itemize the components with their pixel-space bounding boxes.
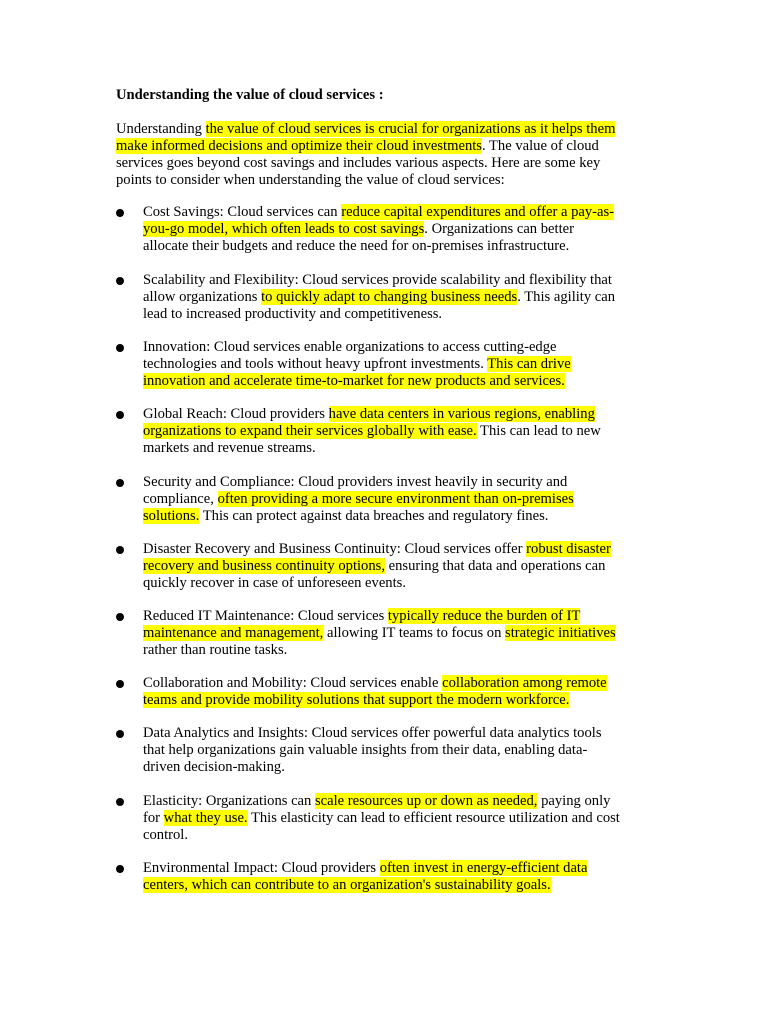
- bullet-icon: [116, 411, 124, 419]
- text-run: rather than routine tasks.: [143, 642, 288, 658]
- text-line: [143, 491, 574, 508]
- list-item: [143, 541, 611, 592]
- highlighted-text: organizations to expand their services globally with ease.: [143, 423, 477, 439]
- bullet-icon: [116, 865, 124, 873]
- text-line: [143, 625, 616, 642]
- text-line: [143, 508, 574, 525]
- list-item: [143, 608, 616, 659]
- text-line: [143, 238, 614, 255]
- text-run: Disaster Recovery and Business Continuity: Cloud services offer: [143, 541, 527, 557]
- highlighted-text: make informed decisions and optimize their cloud investments: [116, 138, 482, 154]
- text-run: . The value of cloud: [481, 138, 599, 154]
- highlighted-text: scale resources up or down as needed,: [314, 793, 538, 809]
- text-run: ensuring that data and operations can: [384, 558, 606, 574]
- text-line: [116, 172, 615, 189]
- text-run: markets and revenue streams.: [143, 440, 316, 456]
- text-line: [143, 725, 602, 742]
- text-run: This elasticity can lead to efficient resource utilization and cost: [247, 810, 620, 826]
- text-run: . Organizations can better: [424, 221, 574, 237]
- highlighted-text: to quickly adapt to changing business needs: [261, 289, 518, 305]
- text-line: [143, 877, 587, 894]
- text-line: [143, 272, 615, 289]
- text-run: control.: [143, 827, 188, 843]
- text-line: [143, 575, 611, 592]
- document-title: Understanding the value of cloud services :: [116, 87, 384, 103]
- bullet-icon: [116, 344, 124, 352]
- text-line: [143, 558, 611, 575]
- highlighted-text: This can drive: [487, 356, 571, 372]
- text-run: This can protect against data breaches and regulatory fines.: [199, 508, 549, 524]
- highlighted-text: collaboration among remote: [442, 675, 607, 691]
- text-run: paying only: [537, 793, 611, 809]
- text-run: allowing IT teams to focus on: [323, 625, 506, 641]
- text-run: for: [143, 810, 164, 826]
- text-run: allocate their budgets and reduce the need for on-premises infrastructure.: [143, 238, 570, 254]
- text-line: [143, 440, 601, 457]
- list-item: [143, 793, 620, 844]
- text-run: Cost Savings: Cloud services can: [143, 204, 342, 220]
- intro-paragraph: [116, 121, 615, 189]
- highlighted-text: teams and provide mobility solutions that support the modern workforce.: [143, 692, 570, 708]
- highlighted-text: solutions.: [143, 508, 200, 524]
- highlighted-text: often invest in energy-efficient data: [379, 860, 588, 876]
- text-run: Collaboration and Mobility: Cloud services enable: [143, 675, 443, 691]
- list-item: [143, 339, 571, 390]
- text-line: [143, 356, 571, 373]
- highlighted-text: recovery and business continuity options,: [143, 558, 385, 574]
- bullet-icon: [116, 798, 124, 806]
- text-run: Innovation: Cloud services enable organizations to access cutting-edge: [143, 339, 557, 355]
- text-line: [116, 155, 615, 172]
- text-line: [143, 675, 607, 692]
- highlighted-text: maintenance and management,: [143, 625, 324, 641]
- text-line: [116, 138, 615, 155]
- text-line: [143, 827, 620, 844]
- text-line: [143, 692, 607, 709]
- text-run: Elasticity: Organizations can: [143, 793, 315, 809]
- text-line: [143, 860, 587, 877]
- highlighted-text: what they use.: [163, 810, 248, 826]
- text-run: Environmental Impact: Cloud providers: [143, 860, 380, 876]
- bullet-icon: [116, 730, 124, 738]
- list-item: [143, 406, 601, 457]
- text-line: [143, 204, 614, 221]
- text-line: [143, 339, 571, 356]
- text-run: lead to increased productivity and competitiveness.: [143, 306, 443, 322]
- bullet-icon: [116, 479, 124, 487]
- highlighted-text: robust disaster: [526, 541, 611, 557]
- bullet-icon: [116, 546, 124, 554]
- highlighted-text: you-go model, which often leads to cost savings: [143, 221, 425, 237]
- text-line: [143, 642, 616, 659]
- text-run: services goes beyond cost savings and includes various aspects. Here are some key: [116, 155, 601, 171]
- text-line: [143, 793, 620, 810]
- highlighted-text: innovation and accelerate time-to-market for new products and services.: [143, 373, 565, 389]
- highlighted-text: the value of cloud services is crucial for organizations as it helps them: [205, 121, 616, 137]
- text-run: points to consider when understanding the value of cloud services:: [116, 172, 505, 188]
- text-run: This can lead to new: [476, 423, 601, 439]
- text-run: allow organizations: [143, 289, 262, 305]
- text-run: quickly recover in case of unforeseen events.: [143, 575, 406, 591]
- highlighted-text: reduce capital expenditures and offer a pay-as-: [341, 204, 615, 220]
- text-run: Scalability and Flexibility: Cloud services provide scalability and flexibility that: [143, 272, 612, 288]
- list-item: [143, 675, 607, 709]
- text-line: [143, 373, 571, 390]
- text-line: [143, 221, 614, 238]
- text-line: [143, 759, 602, 776]
- highlighted-text: have data centers in various regions, enabling: [328, 406, 595, 422]
- text-line: [143, 474, 574, 491]
- text-run: Understanding: [116, 121, 206, 137]
- text-line: [143, 608, 616, 625]
- text-run: Global Reach: Cloud providers: [143, 406, 329, 422]
- bullet-icon: [116, 277, 124, 285]
- bullet-icon: [116, 209, 124, 217]
- text-line: [143, 289, 615, 306]
- highlighted-text: typically reduce the burden of IT: [387, 608, 581, 624]
- text-line: [143, 742, 602, 759]
- text-line: [143, 541, 611, 558]
- text-run: driven decision-making.: [143, 759, 285, 775]
- text-run: that help organizations gain valuable insights from their data, enabling data-: [143, 742, 588, 758]
- highlighted-text: strategic initiatives: [505, 625, 616, 641]
- list-item: [143, 860, 587, 894]
- text-run: Data Analytics and Insights: Cloud services offer powerful data analytics tools: [143, 725, 602, 741]
- text-run: compliance,: [143, 491, 218, 507]
- text-run: Security and Compliance: Cloud providers invest heavily in security and: [143, 474, 568, 490]
- highlighted-text: often providing a more secure environment than on-premises: [217, 491, 574, 507]
- text-run: Reduced IT Maintenance: Cloud services: [143, 608, 388, 624]
- list-item: [143, 725, 602, 776]
- text-line: [143, 306, 615, 323]
- text-line: [143, 406, 601, 423]
- bullet-icon: [116, 680, 124, 688]
- list-item: [143, 474, 574, 525]
- text-run: technologies and tools without heavy upfront investments.: [143, 356, 488, 372]
- text-line: [143, 423, 601, 440]
- highlighted-text: centers, which can contribute to an organization's sustainability goals.: [143, 877, 551, 893]
- text-line: [116, 121, 615, 138]
- list-item: [143, 272, 615, 323]
- list-item: [143, 204, 614, 255]
- text-run: . This agility can: [517, 289, 616, 305]
- text-line: [143, 810, 620, 827]
- bullet-icon: [116, 613, 124, 621]
